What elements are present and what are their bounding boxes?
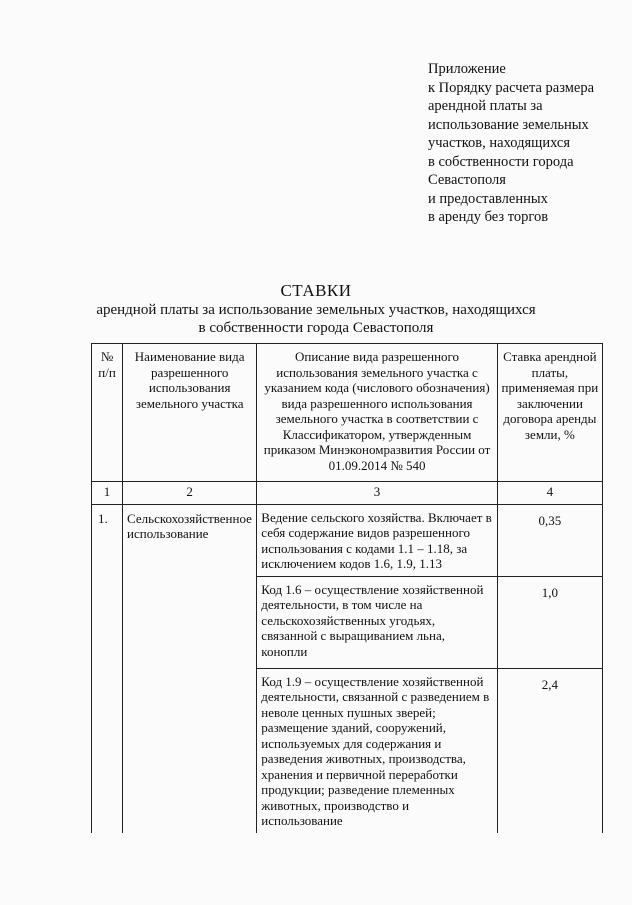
header-number: № п/п: [92, 344, 123, 482]
appendix-line: арендной платы за: [428, 98, 543, 114]
document-heading: [0, 282, 632, 337]
document-subtitle-line-2: в собственности города Севастополя: [198, 320, 434, 336]
column-number: 1: [92, 482, 123, 505]
appendix-line: в аренду без торгов: [428, 209, 549, 225]
appendix-line: участков, находящихся: [428, 135, 571, 151]
use-description: Ведение сельского хозяйства. Включает в себя содержание видов разрешенного использования с кодами 1.1 – 1.18, за исключением кодов 1.6, 1.9, 1.13: [257, 504, 497, 576]
column-number: 3: [257, 482, 497, 505]
column-numbers-row: [92, 482, 603, 505]
row-number: 1.: [92, 504, 123, 833]
header-use-name: Наименование вида разрешенного использования земельного участка: [123, 344, 257, 482]
table-header-row: [92, 344, 603, 482]
appendix-line: использование земельных: [428, 116, 589, 133]
use-description: Код 1.9 – осуществление хозяйственной деятельности, связанной с разведением в неволе ценных пушных зверей; размещение зданий, сооружений, используемых для содержания и разведения животных, производства, хранения и первичной переработки продукции; разведение племенных животных, производство и использование: [257, 668, 497, 833]
header-use-description: Описание вида разрешенного использования земельного участка с указанием кода (числового обозначения) вида разрешенного использования земельного участка в соответствии с Классификатором, утвержденным приказом Минэкономразвития России от 01.09.2014 № 540: [257, 344, 497, 482]
header-rate: Ставка арендной платы, применяемая при заключении договора аренды земли, %: [497, 344, 602, 482]
appendix-line: и предоставленных: [428, 190, 548, 207]
appendix-note: [428, 60, 594, 227]
rate-value: 0,35: [497, 504, 602, 576]
appendix-line: Приложение: [428, 61, 506, 77]
use-name: Сельскохозяйственное использование: [123, 504, 257, 833]
column-number: 2: [123, 482, 257, 505]
appendix-line: Севастополя: [428, 172, 506, 188]
appendix-line: в собственности города: [428, 153, 574, 170]
appendix-line: к Порядку расчета размера: [428, 79, 595, 96]
column-number: 4: [497, 482, 602, 505]
rate-value: 2,4: [497, 668, 602, 833]
rates-table: [91, 343, 603, 833]
table-row: [92, 504, 603, 576]
use-description: Код 1.6 – осуществление хозяйственной деятельности, в том числе на сельскохозяйственных угодьях, связанной с выращиванием льна, конопли: [257, 576, 497, 668]
document-title: СТАВКИ: [280, 281, 352, 300]
rate-value: 1,0: [497, 576, 602, 668]
document-subtitle-line-1: арендной платы за использование земельных участков, находящихся: [96, 302, 536, 318]
